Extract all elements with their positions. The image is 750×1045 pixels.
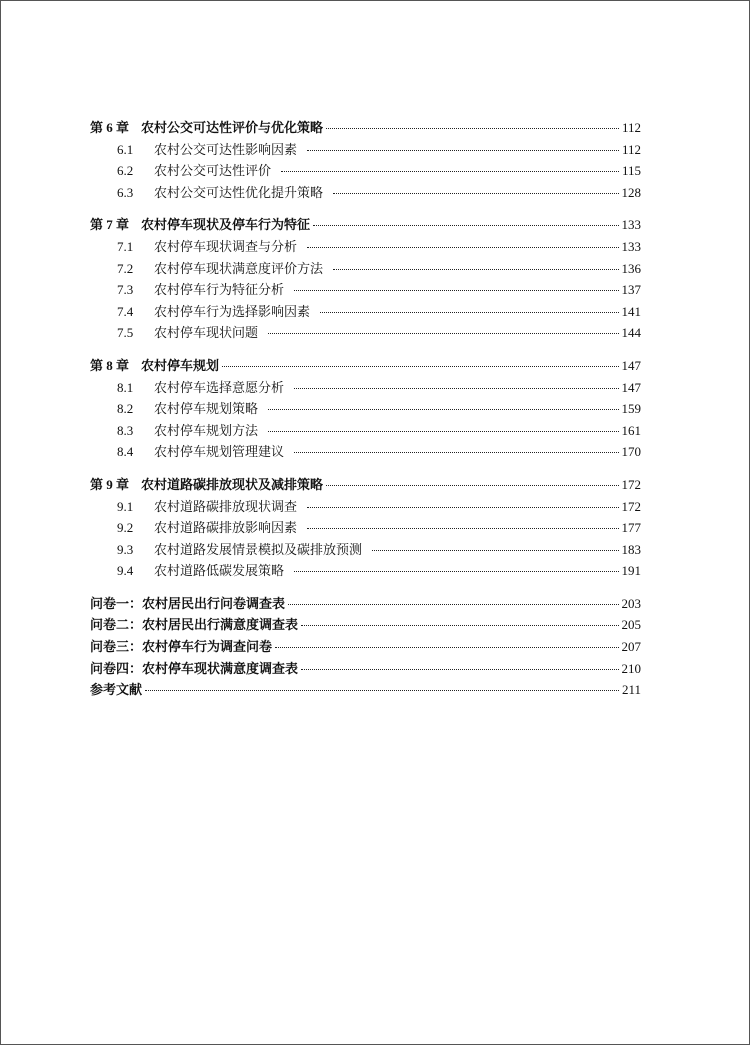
page-number: 147 bbox=[621, 379, 641, 395]
page-number: 170 bbox=[621, 444, 641, 460]
section-number: 8.4 bbox=[117, 444, 134, 460]
dot-leader bbox=[333, 269, 618, 270]
dot-leader bbox=[301, 669, 618, 670]
section-title: 农村道路碳排放现状调查 bbox=[154, 499, 298, 515]
appendix-title: 问卷二：农村居民出行满意度调查表 bbox=[90, 618, 299, 634]
section-title: 农村停车行为特征分析 bbox=[154, 283, 285, 299]
dot-leader bbox=[288, 604, 618, 605]
appendix-title: 问卷一：农村居民出行问卷调查表 bbox=[90, 596, 286, 612]
section-number: 7.2 bbox=[117, 260, 134, 276]
toc-appendix-entry[interactable] bbox=[90, 658, 641, 680]
chapter-number: 第 8 章 bbox=[90, 357, 130, 373]
section-title: 农村公交可达性评价 bbox=[154, 164, 272, 180]
chapter-number: 第 6 章 bbox=[90, 120, 130, 135]
dot-leader bbox=[313, 225, 618, 226]
chapter-number: 第 9 章 bbox=[90, 476, 130, 492]
chapter-number: 第 7 章 bbox=[90, 217, 130, 233]
section-number: 7.5 bbox=[117, 325, 134, 341]
appendix-title: 问卷三：农村停车行为调查问卷 bbox=[90, 640, 273, 656]
dot-leader bbox=[294, 388, 618, 389]
dot-leader bbox=[307, 507, 618, 508]
dot-leader bbox=[281, 171, 619, 172]
section-title: 农村道路低碳发展策略 bbox=[154, 564, 285, 580]
page-number: 112 bbox=[621, 120, 641, 135]
page-number: 147 bbox=[621, 357, 641, 373]
toc-section-entry[interactable] bbox=[90, 236, 641, 258]
dot-leader bbox=[320, 312, 618, 313]
toc-section-entry[interactable] bbox=[90, 539, 641, 561]
page-number: 161 bbox=[621, 422, 641, 438]
page-number: 191 bbox=[621, 563, 641, 579]
page-number: 136 bbox=[621, 260, 641, 276]
dot-leader bbox=[333, 193, 618, 194]
toc-appendix-entry[interactable] bbox=[90, 636, 641, 658]
page-number: 172 bbox=[621, 476, 641, 492]
section-title: 农村停车行为选择影响因素 bbox=[154, 304, 311, 320]
section-title: 农村公交可达性优化提升策略 bbox=[154, 185, 324, 201]
toc-section-entry[interactable] bbox=[90, 160, 641, 182]
section-title: 农村道路发展情景模拟及碳排放预测 bbox=[154, 542, 363, 558]
section-title: 农村停车现状问题 bbox=[154, 326, 259, 342]
toc-appendix-entry[interactable] bbox=[90, 679, 641, 701]
section-title: 农村停车规划方法 bbox=[154, 423, 259, 439]
section-number: 9.3 bbox=[117, 541, 134, 557]
page-number: 207 bbox=[621, 639, 641, 655]
toc-section-entry[interactable] bbox=[90, 301, 641, 323]
toc-appendix-entry[interactable] bbox=[90, 593, 641, 615]
section-title: 农村停车选择意愿分析 bbox=[154, 380, 285, 396]
page-number: 112 bbox=[621, 141, 641, 157]
toc-section-entry[interactable] bbox=[90, 420, 641, 442]
toc-section-entry[interactable] bbox=[90, 279, 641, 301]
appendix-title: 问卷四：农村停车现状满意度调查表 bbox=[90, 661, 299, 677]
page-number: 115 bbox=[621, 163, 641, 179]
section-title: 农村停车现状满意度评价方法 bbox=[154, 261, 324, 277]
section-title: 农村道路碳排放影响因素 bbox=[154, 521, 298, 537]
page-number: 211 bbox=[621, 682, 641, 698]
section-number: 8.3 bbox=[117, 422, 134, 438]
toc-section-entry[interactable] bbox=[90, 377, 641, 399]
toc-section-entry[interactable] bbox=[90, 517, 641, 539]
section-title: 农村停车现状调查与分析 bbox=[154, 239, 298, 255]
dot-leader bbox=[307, 150, 619, 151]
dot-leader bbox=[268, 409, 618, 410]
toc-section-entry[interactable] bbox=[90, 560, 641, 582]
dot-leader bbox=[307, 247, 618, 248]
toc-section-entry[interactable] bbox=[90, 398, 641, 420]
page-number: 141 bbox=[621, 303, 641, 319]
section-title: 农村停车规划管理建议 bbox=[154, 445, 285, 461]
page-number: 144 bbox=[621, 325, 641, 341]
toc-section-entry[interactable] bbox=[90, 322, 641, 344]
page-number: 133 bbox=[621, 238, 641, 254]
page-number: 137 bbox=[621, 282, 641, 298]
dot-leader bbox=[372, 550, 618, 551]
section-number: 9.4 bbox=[117, 563, 134, 579]
section-title: 农村公交可达性影响因素 bbox=[154, 142, 298, 158]
page-number: 210 bbox=[621, 660, 641, 676]
section-number: 6.1 bbox=[117, 141, 134, 157]
section-number: 7.4 bbox=[117, 303, 134, 319]
section-number: 9.2 bbox=[117, 520, 134, 536]
table-of-contents bbox=[90, 117, 641, 701]
section-number: 7.1 bbox=[117, 238, 134, 254]
dot-leader bbox=[222, 366, 618, 367]
toc-chapter-entry[interactable] bbox=[90, 355, 641, 377]
page-number: 133 bbox=[621, 217, 641, 233]
page-number: 183 bbox=[621, 541, 641, 557]
chapter-title: 农村停车现状及停车行为特征 bbox=[141, 218, 311, 234]
section-number: 6.2 bbox=[117, 163, 134, 179]
dot-leader bbox=[326, 128, 619, 129]
dot-leader bbox=[294, 571, 618, 572]
toc-chapter-entry[interactable] bbox=[90, 214, 641, 236]
section-number: 9.1 bbox=[117, 498, 134, 514]
page-number: 159 bbox=[621, 401, 641, 417]
toc-section-entry[interactable] bbox=[90, 441, 641, 463]
dot-leader bbox=[307, 528, 618, 529]
section-number: 6.3 bbox=[117, 184, 134, 200]
dot-leader bbox=[294, 290, 618, 291]
toc-chapter-entry[interactable] bbox=[90, 117, 641, 139]
toc-appendix-entry[interactable] bbox=[90, 614, 641, 636]
appendix-title: 参考文献 bbox=[90, 683, 143, 699]
dot-leader bbox=[326, 485, 618, 486]
dot-leader bbox=[294, 452, 618, 453]
section-number: 7.3 bbox=[117, 282, 134, 298]
page-number: 172 bbox=[621, 498, 641, 514]
toc-chapter-entry[interactable] bbox=[90, 474, 641, 496]
section-title: 农村停车规划策略 bbox=[154, 402, 259, 418]
dot-leader bbox=[145, 690, 619, 691]
chapter-title: 农村公交可达性评价与优化策略 bbox=[141, 121, 324, 136]
page-number: 128 bbox=[621, 184, 641, 200]
chapter-title: 农村停车规划 bbox=[141, 358, 220, 374]
dot-leader bbox=[268, 431, 618, 432]
dot-leader bbox=[301, 625, 618, 626]
section-number: 8.2 bbox=[117, 401, 134, 417]
toc-section-entry[interactable] bbox=[90, 496, 641, 518]
toc-section-entry[interactable] bbox=[90, 258, 641, 280]
page-number: 205 bbox=[621, 617, 641, 633]
section-number: 8.1 bbox=[117, 379, 134, 395]
dot-leader bbox=[275, 647, 618, 648]
page-number: 177 bbox=[621, 520, 641, 536]
toc-section-entry[interactable] bbox=[90, 139, 641, 161]
dot-leader bbox=[268, 333, 618, 334]
chapter-title: 农村道路碳排放现状及减排策略 bbox=[141, 477, 324, 493]
toc-section-entry[interactable] bbox=[90, 182, 641, 204]
page-number: 203 bbox=[621, 595, 641, 611]
